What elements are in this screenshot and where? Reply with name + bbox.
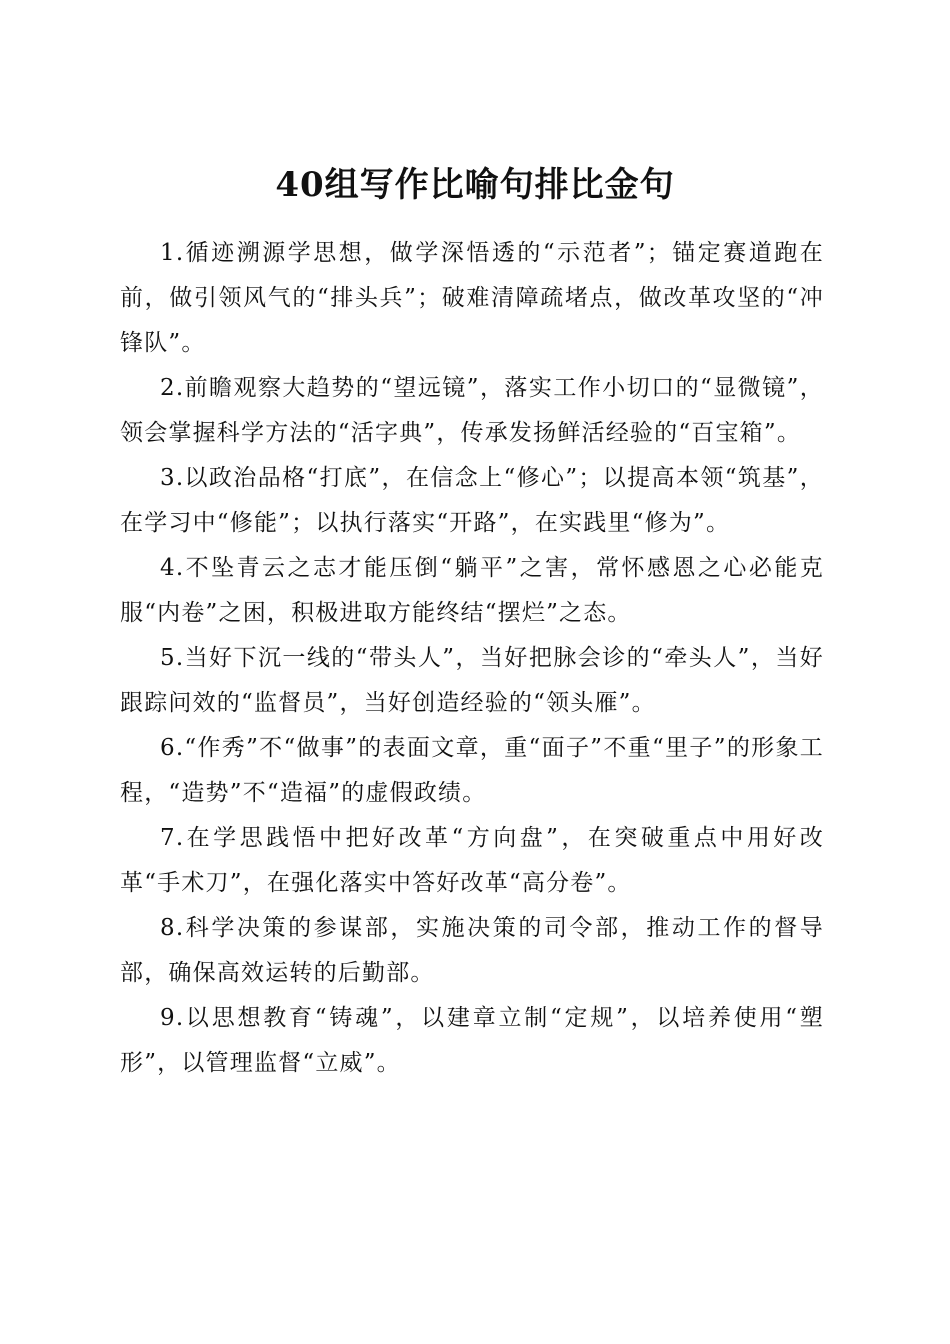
document-body <box>120 231 824 1086</box>
paragraph-7: 7.在学思践悟中把好改革“方向盘”，在突破重点中用好改革“手术刀”，在强化落实中答好改革“高分卷”。 <box>120 825 824 896</box>
document-title: 40组写作比喻句排比金句 <box>275 164 675 205</box>
paragraph-6: 6.“作秀”不“做事”的表面文章，重“面子”不重“里子”的形象工程，“造势”不“造福”的虚假政绩。 <box>120 735 824 806</box>
paragraph-2: 2.前瞻观察大趋势的“望远镜”，落实工作小切口的“显微镜”，领会掌握科学方法的“活字典”，传承发扬鲜活经验的“百宝箱”。 <box>120 375 824 446</box>
paragraph-4: 4.不坠青云之志才能压倒“躺平”之害，常怀感恩之心必能克服“内卷”之困，积极进取方能终结“摆烂”之态。 <box>120 555 824 626</box>
paragraph-1: 1.循迹溯源学思想，做学深悟透的“示范者”；锚定赛道跑在前，做引领风气的“排头兵”；破难清障疏堵点，做改革攻坚的“冲锋队”。 <box>120 240 824 356</box>
paragraph-5: 5.当好下沉一线的“带头人”，当好把脉会诊的“牵头人”，当好跟踪问效的“监督员”，当好创造经验的“领头雁”。 <box>120 645 824 716</box>
paragraph-9: 9.以思想教育“铸魂”，以建章立制“定规”，以培养使用“塑形”，以管理监督“立威”。 <box>120 1005 824 1076</box>
paragraph-8: 8.科学决策的参谋部，实施决策的司令部，推动工作的督导部，确保高效运转的后勤部。 <box>120 915 824 986</box>
paragraph-3: 3.以政治品格“打底”，在信念上“修心”；以提高本领“筑基”，在学习中“修能”；以执行落实“开路”，在实践里“修为”。 <box>120 465 824 536</box>
